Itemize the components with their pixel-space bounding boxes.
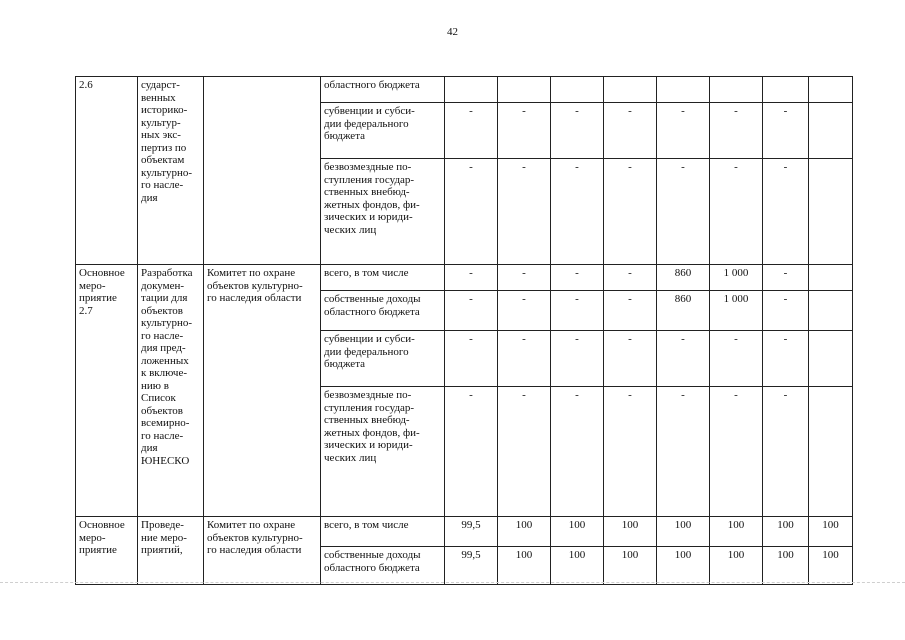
activity-name-cell: сударст- венных историко- культур- ных экс- пертиз по объектам культурно- го насле- дия [138,77,204,265]
value-cell [604,77,657,103]
funding-source-cell: субвенции и субси- дии федерального бюджета [321,331,445,387]
value-cell: - [763,387,809,517]
value-cell: - [657,387,710,517]
executor-cell: Комитет по охране объектов культурно- го наследия области [204,265,321,517]
value-cell: - [498,265,551,291]
value-cell: - [445,331,498,387]
value-cell [809,77,853,103]
value-cell [657,77,710,103]
value-cell: - [763,331,809,387]
value-cell: - [551,159,604,265]
value-cell: - [498,103,551,159]
value-cell: 100 [809,517,853,547]
value-cell [445,77,498,103]
value-cell: - [445,291,498,331]
value-cell: - [604,159,657,265]
value-cell: - [657,159,710,265]
value-cell: - [763,159,809,265]
funding-source-cell: безвозмездные по- ступления государ- ственных внебюд- жетных фондов, фи- зических и юриди- ческих лиц [321,387,445,517]
value-cell: - [604,331,657,387]
table-row [76,517,853,547]
value-cell [809,291,853,331]
activity-name-cell: Разработка докумен- тации для объектов культурно- го насле- дия пред- ложенных к включе- нию в Список объектов всемирно- го насле- дия ЮНЕСКО [138,265,204,517]
funding-source-cell: областного бюджета [321,77,445,103]
executor-cell: Комитет по охране объектов культурно- го наследия области [204,517,321,585]
value-cell: - [710,103,763,159]
value-cell: 100 [809,547,853,585]
table-row [76,265,853,291]
value-cell: 100 [604,517,657,547]
value-cell [763,77,809,103]
value-cell: - [498,159,551,265]
value-cell: 100 [498,517,551,547]
activity-code-cell: Основное меро- приятие 2.7 [76,265,138,517]
value-cell: 100 [498,547,551,585]
value-cell: - [710,159,763,265]
value-cell: 100 [763,517,809,547]
value-cell: 100 [710,547,763,585]
value-cell [498,77,551,103]
value-cell: - [445,103,498,159]
value-cell: - [763,265,809,291]
value-cell: - [657,331,710,387]
value-cell: - [710,331,763,387]
value-cell: 1 000 [710,265,763,291]
value-cell: - [604,291,657,331]
value-cell: 100 [657,547,710,585]
value-cell: - [657,103,710,159]
value-cell: - [604,103,657,159]
value-cell: - [551,103,604,159]
funding-source-cell: субвенции и субси- дии федерального бюджета [321,103,445,159]
value-cell [710,77,763,103]
value-cell: - [445,159,498,265]
activity-name-cell: Проведе- ние меро- приятий, [138,517,204,585]
value-cell [809,331,853,387]
value-cell: 860 [657,265,710,291]
value-cell [809,387,853,517]
activity-code-cell: 2.6 [76,77,138,265]
executor-cell [204,77,321,265]
value-cell: 1 000 [710,291,763,331]
page-bottom-edge [0,582,905,583]
value-cell: 99,5 [445,547,498,585]
funding-source-cell: всего, в том числе [321,517,445,547]
table-row [76,77,853,103]
value-cell [809,159,853,265]
value-cell: - [498,331,551,387]
budget-table [75,76,853,585]
value-cell: 100 [551,517,604,547]
value-cell: - [551,265,604,291]
value-cell: - [551,291,604,331]
value-cell: - [551,331,604,387]
value-cell: - [710,387,763,517]
funding-source-cell: собственные доходы областного бюджета [321,547,445,585]
value-cell [809,103,853,159]
value-cell: 100 [710,517,763,547]
value-cell: 100 [657,517,710,547]
value-cell: - [604,265,657,291]
value-cell: - [445,387,498,517]
funding-source-cell: собственные доходы областного бюджета [321,291,445,331]
activity-code-cell: Основное меро- приятие [76,517,138,585]
value-cell: - [604,387,657,517]
value-cell: 860 [657,291,710,331]
page-number: 42 [447,26,458,38]
value-cell: - [445,265,498,291]
value-cell [551,77,604,103]
value-cell: - [551,387,604,517]
funding-source-cell: безвозмездные по- ступления государ- ственных внебюд- жетных фондов, фи- зических и юриди- ческих лиц [321,159,445,265]
value-cell: 100 [551,547,604,585]
value-cell: 100 [763,547,809,585]
value-cell: - [498,387,551,517]
value-cell: 99,5 [445,517,498,547]
funding-source-cell: всего, в том числе [321,265,445,291]
value-cell: - [763,291,809,331]
value-cell [809,265,853,291]
value-cell: 100 [604,547,657,585]
value-cell: - [498,291,551,331]
value-cell: - [763,103,809,159]
